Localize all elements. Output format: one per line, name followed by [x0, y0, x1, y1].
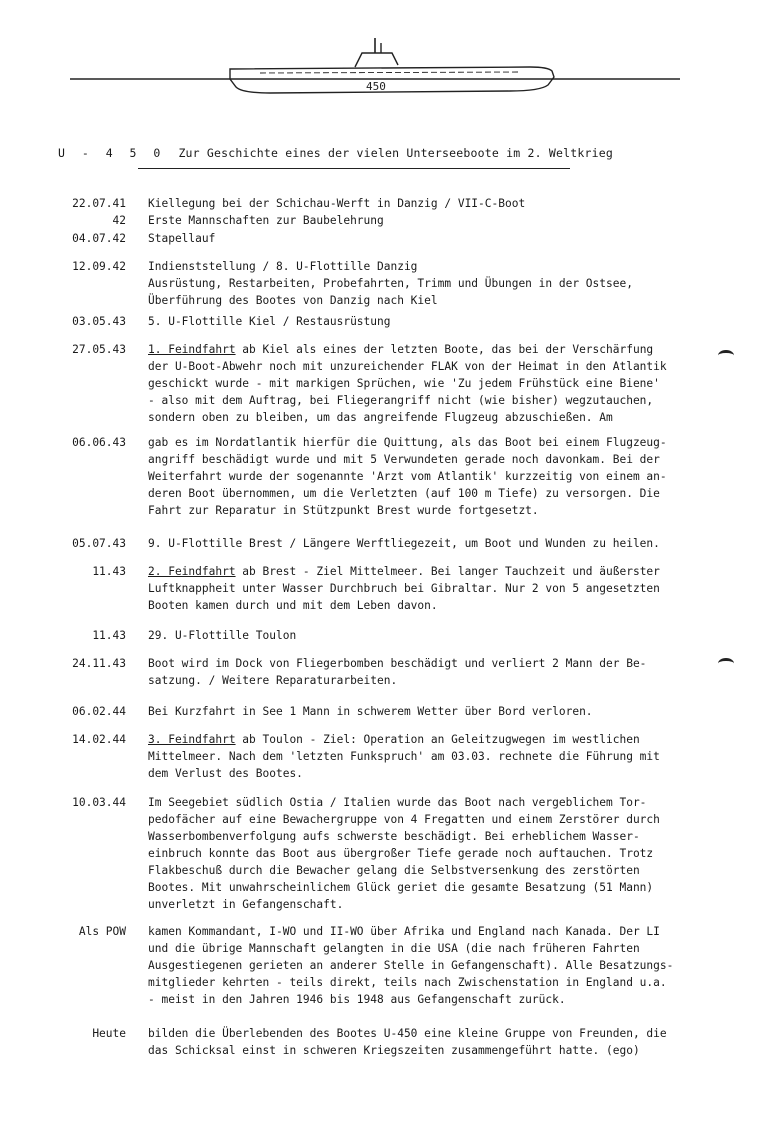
entry-line: [148, 672, 696, 689]
entry-text: [148, 195, 696, 212]
line-text: Bei Kurzfahrt in See 1 Mann in schwerem Wetter über Bord verloren.: [148, 705, 593, 718]
line-text: - also mit dem Auftrag, bei Fliegerangriff nicht (wie bisher) wegzutauchen,: [148, 394, 654, 407]
conning-tower: [355, 53, 398, 67]
entry-line: [148, 451, 696, 468]
line-text: Stapellauf: [148, 232, 216, 245]
entry-line: [148, 748, 696, 765]
line-text: - meist in den Jahren 1946 bis 1948 aus Gefangenschaft zurück.: [148, 993, 566, 1006]
line-text: das Schicksal einst in schweren Kriegszeiten zusammengeführt hatte. (ego): [148, 1044, 640, 1057]
entry-line: [148, 627, 696, 644]
line-text: Erste Mannschaften zur Baubelehrung: [148, 214, 384, 227]
entry-date: 06.02.44: [72, 705, 126, 718]
submarine-hull: [230, 67, 554, 93]
entry-line: [148, 703, 696, 720]
entry-date: 14.02.44: [72, 733, 126, 746]
entry-date: 03.05.43: [72, 315, 126, 328]
line-text: Kiellegung bei der Schichau-Werft in Danzig / VII-C-Boot: [148, 197, 526, 210]
entry-date: 27.05.43: [72, 343, 126, 356]
entry-text: [148, 731, 696, 782]
entry-date: 06.06.43: [72, 436, 126, 449]
entry-line: [148, 212, 696, 229]
entry-line: [148, 845, 696, 862]
entry-line: [148, 341, 696, 358]
entry-line: [148, 502, 696, 519]
entry-text: [148, 563, 696, 614]
patrol-label: 1. Feindfahrt: [148, 343, 236, 356]
patrol-label: 2. Feindfahrt: [148, 565, 236, 578]
margin-mark: [718, 350, 734, 361]
entry-line: [148, 940, 696, 957]
entry-line: [148, 580, 696, 597]
entry-date: 10.03.44: [72, 796, 126, 809]
entry-line: [148, 258, 696, 275]
entry-text: [148, 434, 696, 519]
entry-line: [148, 230, 696, 247]
entry-line: [148, 811, 696, 828]
entry-line: [148, 1042, 696, 1059]
line-text: dem Verlust des Bootes.: [148, 767, 303, 780]
line-text: Mittelmeer. Nach dem 'letzten Funkspruch' am 03.03. rechnete die Führung mit: [148, 750, 660, 763]
line-text: sondern oben zu bleiben, um das angreifende Flugzeug abzuschießen. Am: [148, 411, 613, 424]
entry-text: [148, 703, 696, 720]
line-text: gab es im Nordatlantik hierfür die Quittung, als das Boot bei einem Flugzeug-: [148, 436, 667, 449]
line-text: ab Kiel als eines der letzten Boote, das bei der Verschärfung: [235, 343, 654, 356]
line-text: ab Brest - Ziel Mittelmeer. Bei langer Tauchzeit und äußerster: [235, 565, 660, 578]
boat-code: U - 4 5 0: [58, 146, 166, 160]
title-underline: [138, 168, 570, 169]
line-text: pedofächer auf eine Bewachergruppe von 4 Fregatten und einem Zerstörer durch: [148, 813, 660, 826]
hull-number: 450: [366, 80, 386, 93]
line-text: Luftknappheit unter Wasser Durchbruch bei Gibraltar. Nur 2 von 5 angesetzten: [148, 582, 660, 595]
entry-line: [148, 292, 696, 309]
entry-line: [148, 923, 696, 940]
entry-line: [148, 655, 696, 672]
entry-text: [148, 341, 696, 426]
entry-text: [148, 212, 696, 229]
entry-line: [148, 828, 696, 845]
entry-line: [148, 731, 696, 748]
entry-date: Als POW: [78, 925, 126, 938]
entry-line: [148, 375, 696, 392]
line-text: geschickt wurde - mit markigen Sprüchen, wie 'Zu jedem Frühstück eine Biene': [148, 377, 660, 390]
entry-line: [148, 896, 696, 913]
deck-line: [260, 72, 520, 73]
entry-line: [148, 794, 696, 811]
entry-text: [148, 655, 696, 689]
line-text: mitglieder kehrten - teils direkt, teils nach Zwischenstation in England u.a.: [148, 976, 667, 989]
entry-text: [148, 313, 696, 330]
line-text: deren Boot übernommen, um die Verletzten (auf 100 m Tiefe) zu versorgen. Die: [148, 487, 660, 500]
entry-date: 05.07.43: [72, 537, 126, 550]
entry-date: 24.11.43: [72, 657, 126, 670]
title-text: Zur Geschichte eines der vielen Unterseeboote im 2. Weltkrieg: [178, 146, 613, 160]
entry-line: [148, 275, 696, 292]
patrol-label: 3. Feindfahrt: [148, 733, 236, 746]
line-text: Weiterfahrt wurde der sogenannte 'Arzt vom Atlantik' kurzzeitig von einem an-: [148, 470, 667, 483]
entry-text: [148, 535, 696, 552]
entry-line: [148, 957, 696, 974]
entry-line: [148, 195, 696, 212]
entry-date: 42: [112, 214, 126, 227]
line-text: Bootes. Mit unwahrscheinlichem Glück geriet die gesamte Besatzung (51 Mann): [148, 881, 654, 894]
line-text: satzung. / Weitere Reparaturarbeiten.: [148, 674, 398, 687]
line-text: einbruch konnte das Boot aus übergroßer Tiefe gerade noch auftauchen. Trotz: [148, 847, 654, 860]
entry-text: [148, 794, 696, 913]
line-text: Booten kamen durch und mit dem Leben davon.: [148, 599, 438, 612]
entry-line: [148, 358, 696, 375]
line-text: Im Seegebiet südlich Ostia / Italien wurde das Boot nach vergeblichem Tor-: [148, 796, 647, 809]
entry-date: 22.07.41: [72, 197, 126, 210]
entry-date: 11.43: [92, 629, 126, 642]
line-text: Flakbeschuß durch die Bewacher gelang die Selbstversenkung des zerstörten: [148, 864, 640, 877]
line-text: ab Toulon - Ziel: Operation an Geleitzugwegen im westlichen: [235, 733, 640, 746]
line-text: bilden die Überlebenden des Bootes U-450 eine kleine Gruppe von Freunden, die: [148, 1027, 667, 1040]
line-text: kamen Kommandant, I-WO und II-WO über Afrika und England nach Kanada. Der LI: [148, 925, 660, 938]
entry-line: [148, 563, 696, 580]
line-text: Ausgestiegenen gerieten an anderer Stelle in Gefangenschaft). Alle Besatzungs-: [148, 959, 674, 972]
entry-line: [148, 468, 696, 485]
line-text: Wasserbombenverfolgung aufs schwerste beschädigt. Bei erheblichem Wasser-: [148, 830, 640, 843]
entry-line: [148, 409, 696, 426]
submarine-drawing: [70, 35, 680, 105]
line-text: Indienststellung / 8. U-Flottille Danzig: [148, 260, 418, 273]
entry-line: [148, 434, 696, 451]
line-text: 29. U-Flottille Toulon: [148, 629, 297, 642]
entry-text: [148, 230, 696, 247]
entry-line: [148, 597, 696, 614]
entry-text: [148, 627, 696, 644]
line-text: 5. U-Flottille Kiel / Restausrüstung: [148, 315, 391, 328]
entry-line: [148, 313, 696, 330]
entry-text: [148, 258, 696, 309]
line-text: und die übrige Mannschaft gelangten in die USA (die nach früheren Fahrten: [148, 942, 640, 955]
line-text: Überführung des Bootes von Danzig nach Kiel: [148, 294, 438, 307]
entry-text: [148, 1025, 696, 1059]
entry-date: 04.07.42: [72, 232, 126, 245]
entry-line: [148, 535, 696, 552]
entry-text: [148, 923, 696, 1008]
entry-date: Heute: [92, 1027, 126, 1040]
entry-date: 11.43: [92, 565, 126, 578]
entry-line: [148, 974, 696, 991]
entry-line: [148, 879, 696, 896]
margin-mark: [718, 658, 734, 669]
line-text: Ausrüstung, Restarbeiten, Probefahrten, Trimm und Übungen in der Ostsee,: [148, 277, 633, 290]
document-title: [58, 146, 613, 160]
entry-line: [148, 765, 696, 782]
line-text: Boot wird im Dock von Fliegerbomben beschädigt und verliert 2 Mann der Be-: [148, 657, 647, 670]
line-text: der U-Boot-Abwehr noch mit unzureichender FLAK von der Heimat in den Atlantik: [148, 360, 667, 373]
entry-line: [148, 991, 696, 1008]
line-text: Fahrt zur Reparatur in Stützpunkt Brest wurde fortgesetzt.: [148, 504, 539, 517]
entry-line: [148, 485, 696, 502]
entry-date: 12.09.42: [72, 260, 126, 273]
line-text: 9. U-Flottille Brest / Längere Werftliegezeit, um Boot und Wunden zu heilen.: [148, 537, 660, 550]
entry-line: [148, 1025, 696, 1042]
entry-line: [148, 392, 696, 409]
line-text: angriff beschädigt wurde und mit 5 Verwundeten gerade noch davonkam. Bei der: [148, 453, 660, 466]
entry-line: [148, 862, 696, 879]
line-text: unverletzt in Gefangenschaft.: [148, 898, 344, 911]
